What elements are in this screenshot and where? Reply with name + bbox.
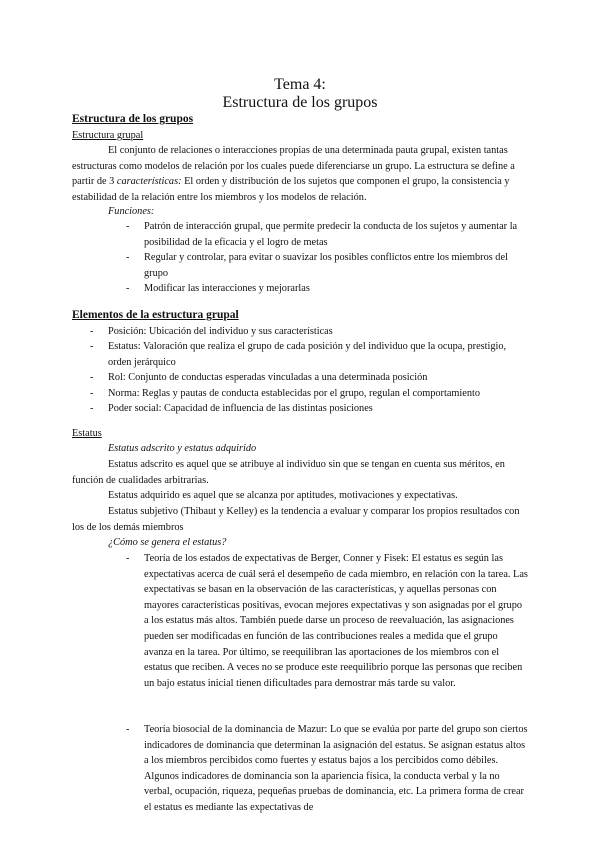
list-item-funcion-2: Regular y controlar, para evitar o suavizar los posibles conflictos entre los miembros del grupo — [144, 252, 508, 279]
subheading-estatus-adscrito: Estatus adscrito y estatus adquirido — [108, 443, 257, 454]
paragraph-estatus-adscrito: Estatus adscrito es aquel que se atribuye al individuo sin que se tengan en cuenta sus méritos, en función de cualidades arbitrarias. — [72, 459, 505, 486]
list-item-elemento-2: Estatus: Valoración que realiza el grupo de cada posición y del individuo que la ocupa, prestigio, orden jerárquico — [108, 341, 507, 368]
list-item-elemento-1: Posición: Ubicación del individuo y sus características — [108, 326, 333, 337]
list-dash: - — [90, 341, 94, 352]
list-dash: - — [90, 326, 94, 337]
list-item-funcion-3: Modificar las interacciones y mejorarlas — [144, 283, 310, 294]
list-dash: - — [126, 553, 130, 564]
paragraph-text-italic: características: — [116, 176, 182, 188]
list-dash: - — [126, 252, 130, 263]
section-heading-estructura: Estructura de los grupos — [72, 113, 194, 125]
paragraph-estatus-subjetivo: Estatus subjetivo (Thibaut y Kelley) es la tendencia a evaluar y comparar los propios resultados con los de los demás miembros — [72, 506, 520, 533]
list-dash: - — [126, 724, 130, 735]
funciones-label: Funciones: — [108, 206, 155, 217]
list-item-elemento-4: Norma: Reglas y pautas de conducta establecidas por el grupo, regulan el comportamiento — [108, 388, 480, 399]
paragraph-text-a: El conjunto de relaciones o interacciones propias de una determinada pauta grupal, existen tantas estructuras como modelos de relación por los cuales puede diferenciarse un grupo. La estructura se define a partir de 3 — [72, 145, 515, 188]
document-subtitle: Estructura de los grupos — [222, 94, 378, 111]
list-item-funcion-1: Patrón de interacción grupal, que permite predecir la conducta de los sujetos y aumentar la posibilidad de la eficacia y el logro de metas — [144, 221, 518, 248]
list-dash: - — [90, 403, 94, 414]
paragraph-estatus-adquirido: Estatus adquirido es aquel que se alcanza por aptitudes, motivaciones y expectativas. — [108, 490, 458, 501]
paragraph-text-b: El orden y distribución de los sujetos que componen el grupo, la consistencia y estabilidad de la relación entre los miembros y los modelos de relación. — [72, 176, 510, 203]
paragraph-estructura-grupal — [72, 143, 528, 205]
section-heading-elementos: Elementos de la estructura grupal — [72, 309, 239, 321]
list-dash: - — [90, 372, 94, 383]
list-item-elemento-5: Poder social: Capacidad de influencia de las distintas posiciones — [108, 403, 373, 414]
list-dash: - — [126, 221, 130, 232]
document-title: Tema 4: — [274, 76, 326, 93]
list-dash: - — [90, 388, 94, 399]
list-item-teoria-expectativas: Teoría de los estados de expectativas de Berger, Conner y Fisek: El estatus es según las expectativas acerca de cuál será el desempeño de cada miembro, en relación con la tarea. Las expectativas se basan en la observación de las características, y aquellas personas con mayores características positivas, evocan mejores expectativas y son asignadas por el grupo a los estatus más altos. También puede darse un proceso de reevaluación, las asignaciones pueden ser modificadas en función de las contribuciones reales a medida que el grupo avanza en la tarea. Por último, se reequilibran las aportaciones de los miembros con el estatus que reciben. A veces no se produce este reequilibrio porque las personas que reciben un bajo estatus inicial tienen dificultades para demostrar más tarde su valor. — [144, 553, 528, 689]
section-heading-estatus: Estatus — [72, 428, 102, 439]
list-item-teoria-biosocial: Teoría biosocial de la dominancia de Mazur: Lo que se evalúa por parte del grupo son ciertos indicadores de dominancia que determinan la asignación del estatus. Se asignan estatus altos a los miembros percibidos como fuertes y estatus bajos a los percibidos como débiles. Algunos indicadores de dominancia son la apariencia física, la conducta verbal y la no verbal, ocupación, riqueza, pequeñas pruebas de dominancia, etc. La primera forma de crear el estatus es mediante las expectativas de — [144, 724, 528, 813]
list-item-elemento-3: Rol: Conjunto de conductas esperadas vinculadas a una determinada posición — [108, 372, 428, 383]
subheading-estructura-grupal: Estructura grupal — [72, 130, 144, 141]
list-dash: - — [126, 283, 130, 294]
question-label: ¿Cómo se genera el estatus? — [108, 537, 227, 548]
